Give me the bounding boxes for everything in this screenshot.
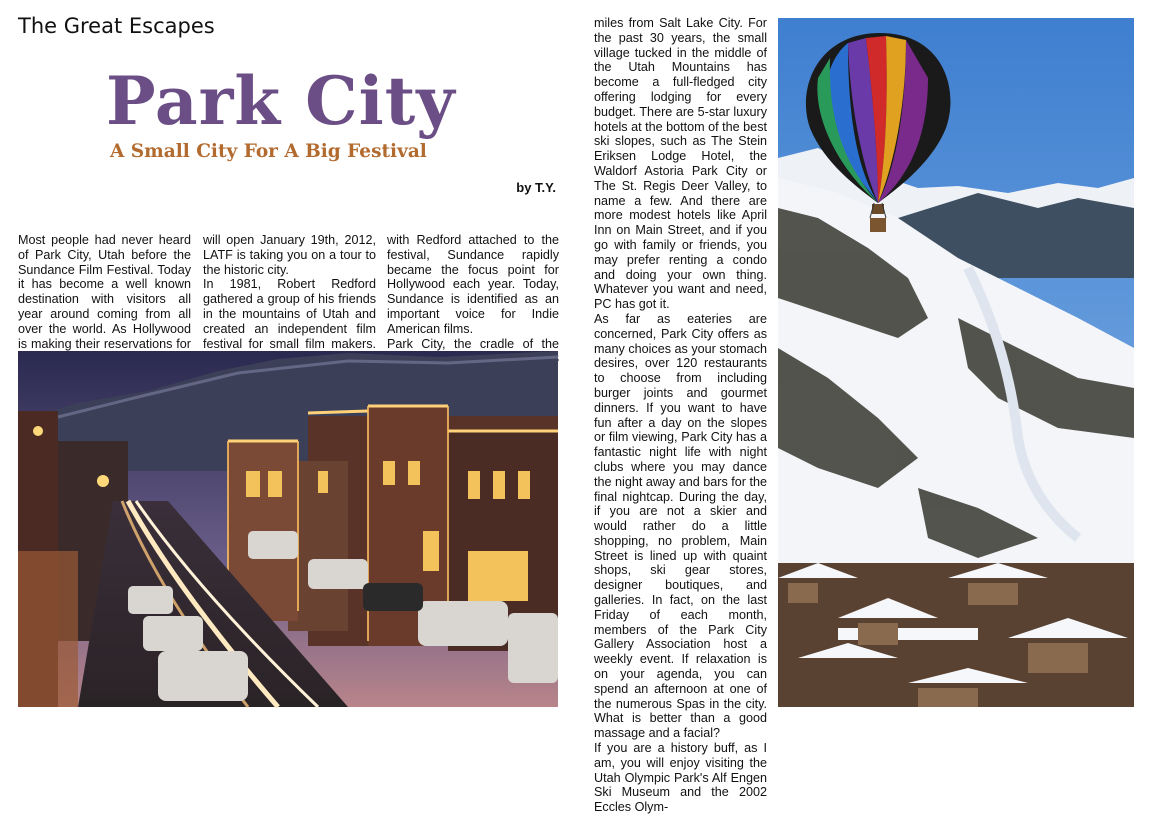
paragraph: Park City, the cradle of the xyxy=(387,336,559,351)
main-street-night-photo xyxy=(18,351,558,707)
paragraph: with Redford attached to the festival, Sundance rapidly became the focus point for Hollywood each year. Today, Sundance is identified as an important voice for Indie American films. xyxy=(387,233,559,336)
paragraph: As far as eateries are concerned, Park City offers as many choices as your stomach desires, over 120 restaurants to choose from including burger joints and gourmet dinners. If you want to have fun after a day on the slopes or film viewing, Park City has a fantastic night life with night clubs where you may dance the night away and bars for the final nightcap. During the day, if you are not a skier and would rather do a little shopping, no problem, Main Street is lined up with quaint shops, ski gear stores, designer boutiques, and galleries. In fact, on the last Friday of each month, members of the Park City Gallery Association host a weekly event. If relaxation is on your agenda, you can spend an afternoon at one of the numerous Spas in the city. What is better than a good massage and a facial? xyxy=(594,311,767,741)
hot-air-balloon-photo xyxy=(778,18,1134,707)
paragraph: will open January 19th, 2012, LATF is taking you on a tour to the historic city. xyxy=(203,233,376,277)
paragraph: In 1981, Robert Redford gathered a group of his friends in the mountains of Utah and created an independent film festival for small film makers. xyxy=(203,277,376,351)
paragraph: miles from Salt Lake City. For the past 30 years, the small village tucked in the middle of the Utah Mountains has become a full-fledged city offering lodging for every budget. There are 5-star luxury hotels at the bottom of the best ski slopes, such as The Stein Eriksen Lodge Hotel, the Waldorf Astoria Park City or The St. Regis Deer Valley, to name a few. And there are more modest hotels like April Inn on Main Street, and if you go with family or friends, you may prefer renting a condo and doing your own thing. Whatever you want and need, PC has got it. xyxy=(594,16,767,312)
paragraph: Most people had never heard of Park City, Utah before the Sundance Film Festival. Today it has become a well known destination with visitors all year around coming from all over the world. As Hollywood is making their reservations for xyxy=(18,233,191,351)
article-column-1 xyxy=(18,233,191,351)
article-byline: by T.Y. xyxy=(516,180,556,195)
article-column-3 xyxy=(387,233,559,351)
article-subtitle: A Small City For A Big Festival xyxy=(110,141,427,162)
article-title: Park City xyxy=(106,62,456,140)
article-column-4 xyxy=(594,16,767,815)
paragraph: If you are a history buff, as I am, you will enjoy visiting the Utah Olympic Park's Alf Engen Ski Museum and the 2002 Eccles Olym- xyxy=(594,741,767,815)
article-column-2 xyxy=(203,233,376,351)
magazine-section-title: The Great Escapes xyxy=(18,14,215,38)
